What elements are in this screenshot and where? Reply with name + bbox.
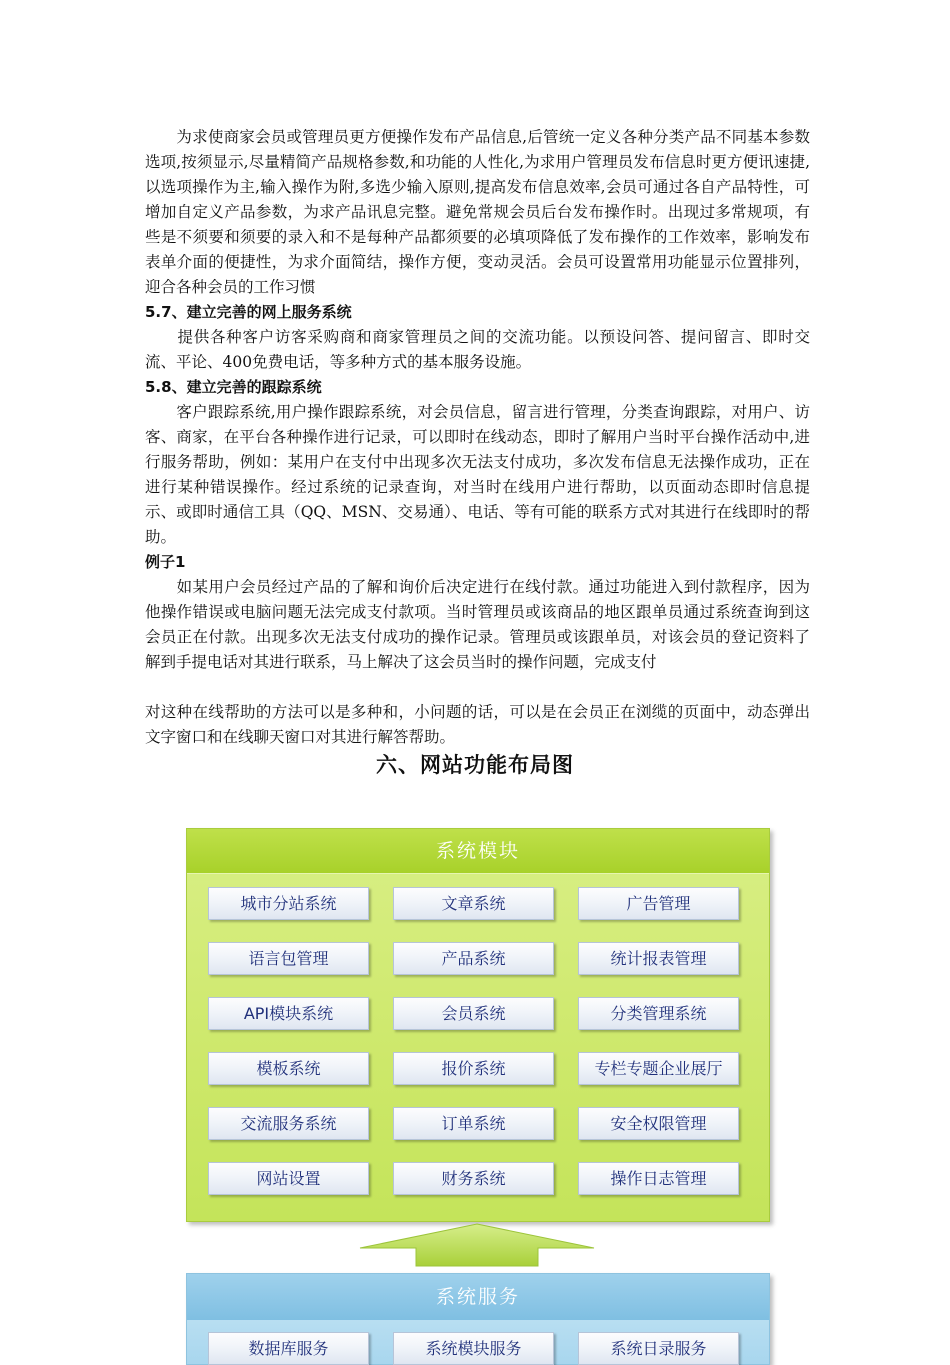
- module-city-branch: 城市分站系统: [208, 887, 369, 920]
- section-title-site-layout: 六、网站功能布局图: [376, 753, 574, 777]
- system-services-panel: [186, 1273, 770, 1365]
- paragraph-help-methods: 对这种在线帮助的方法可以是多种和，小问题的话，可以是在会员正在浏缆的页面中，动态弹出文字窗口和在线聊天窗口对其进行解答帮助。: [145, 703, 810, 746]
- paragraph-tracking-system: 客户跟踪系统,用户操作跟踪系统，对会员信息，留言进行管理，分类查询跟踪，对用户、访客、商家，在平台各种操作进行记录，可以即时在线动态，即时了解用户当时平台操作活动中,进行服务帮助，例如：某用户在支付中出现多次无法支付成功，多次发布信息无法操作成功，正在进行某种错误操作。经过系统的记录查询，对当时在线用户进行帮助，以页面动态即时信息提示、或即时通信工具（QQ、MSN、交易通）、电话、等有可能的联系方式对其进行在线即时的帮助。: [145, 403, 810, 546]
- heading-example-1: 例子1: [145, 553, 186, 571]
- module-quotation: 报价系统: [393, 1052, 554, 1085]
- module-statistics: 统计报表管理: [578, 942, 739, 975]
- module-article: 文章系统: [393, 887, 554, 920]
- module-language-pack: 语言包管理: [208, 942, 369, 975]
- module-site-settings: 网站设置: [208, 1162, 369, 1195]
- heading-5-8: 5.8、建立完善的跟踪系统: [145, 378, 322, 396]
- paragraph-product-params: 为求使商家会员或管理员更方便操作发布产品信息,后管统一定义各种分类产品不同基本参数选项,按须显示,尽量精简产品规格参数,和功能的人性化,为求用户管理员发布信息时更方便讯速捷,以选项操作为主,输入操作为附,多选少输入原则,提高发布信息效率,会员可通过各自产品特性，可增加自定义产品参数，为求产品讯息完整。避免常规会员后台发布操作时。出现过多常规项，有些是不须要和须要的录入和不是每种产品都须要的必填项降低了发布操作的工作效率，影响发布表单介面的便捷性，为求介面简结，操作方便，变动灵活。会员可设置常用功能显示位置排列，迎合各种会员的工作习惯: [145, 128, 810, 296]
- service-database: 数据库服务: [208, 1332, 369, 1365]
- module-finance: 财务系统: [393, 1162, 554, 1195]
- system-modules-panel: [186, 828, 770, 1222]
- paragraph-online-service: 提供各种客户访客采购商和商家管理员之间的交流功能。以预设问答、提问留言、即时交流、平论、400免费电话，等多种方式的基本服务设施。: [145, 328, 810, 371]
- module-product: 产品系统: [393, 942, 554, 975]
- module-category: 分类管理系统: [578, 997, 739, 1030]
- module-template: 模板系统: [208, 1052, 369, 1085]
- module-api: API模块系统: [208, 997, 369, 1030]
- service-system-module: 系统模块服务: [393, 1332, 554, 1365]
- module-showroom: 专栏专题企业展厅: [578, 1052, 739, 1085]
- module-order: 订单系统: [393, 1107, 554, 1140]
- module-communication: 交流服务系统: [208, 1107, 369, 1140]
- service-button-grid: [208, 1332, 748, 1365]
- system-modules-header: 系统模块: [187, 829, 769, 874]
- heading-5-7: 5.7、建立完善的网上服务系统: [145, 303, 352, 321]
- module-button-grid: [208, 887, 748, 1195]
- module-member: 会员系统: [393, 997, 554, 1030]
- module-security: 安全权限管理: [578, 1107, 739, 1140]
- up-arrow-icon: [358, 1222, 596, 1268]
- service-system-directory: 系统日录服务: [578, 1332, 739, 1365]
- system-services-header: 系统服务: [187, 1274, 769, 1320]
- module-ads: 广告管理: [578, 887, 739, 920]
- module-operation-log: 操作日志管理: [578, 1162, 739, 1195]
- paragraph-example-payment: 如某用户会员经过产品的了解和询价后决定进行在线付款。通过功能进入到付款程序，因为他操作错误或电脑问题无法完成支付款项。当时管理员或该商品的地区跟单员通过系统查询到这会员正在付款。出现多次无法支付成功的操作记录。管理员或该跟单员，对该会员的登记资料了解到手提电话对其进行联系，马上解决了这会员当时的操作问题，完成支付: [145, 578, 810, 671]
